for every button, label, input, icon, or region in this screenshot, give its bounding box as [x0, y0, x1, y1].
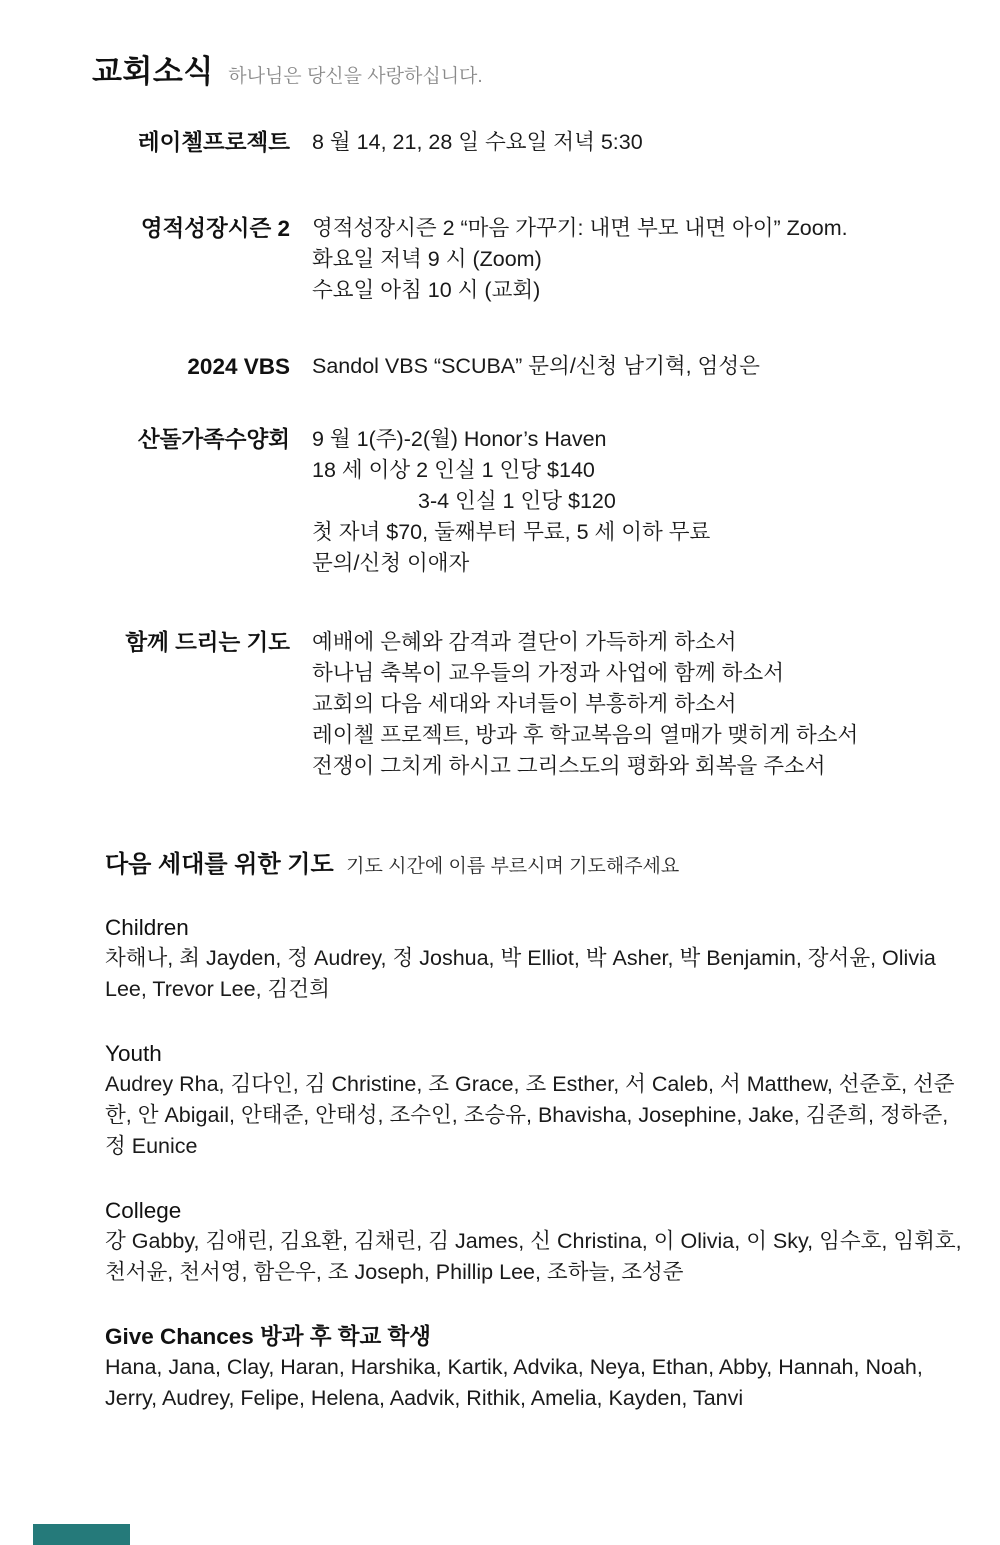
announcement-line: 8 월 14, 21, 28 일 수요일 저녁 5:30: [312, 130, 643, 154]
announcement-line: 예배에 은혜와 감격과 결단이 가득하게 하소서: [312, 630, 737, 654]
prayer-group-title: Youth: [105, 1041, 162, 1066]
prayer-group-children: [105, 912, 965, 1005]
prayer-group-names: 차해나, 최 Jayden, 정 Audrey, 정 Joshua, 박 Elliot, 박 Asher, 박 Benjamin, 장서윤, Olivia Lee, Trevor Lee, 김건희: [105, 946, 936, 1001]
announcement-line: 하나님 축복이 교우들의 가정과 사업에 함께 하소서: [312, 661, 784, 685]
announcement-content: [290, 127, 643, 158]
announcement-line: 문의/신청 이애자: [312, 551, 470, 575]
prayer-group-names: Hana, Jana, Clay, Haran, Harshika, Kartik, Advika, Neya, Ethan, Abby, Hannah, Noah, Jerry, Audrey, Felipe, Helena, Aadvik, Rithik, Amelia, Kayden, Tanvi: [105, 1355, 923, 1410]
announcement-line: Sandol VBS “SCUBA” 문의/신청 남기혁, 엄성은: [312, 354, 760, 378]
announcement-line: 첫 자녀 $70, 둘째부터 무료, 5 세 이하 무료: [312, 520, 711, 544]
announcement-list: [0, 127, 1000, 782]
announcement-row-joint-prayer: [0, 627, 1000, 782]
prayer-group-college: [105, 1195, 965, 1288]
announcement-content: [290, 213, 848, 306]
prayer-group-youth: [105, 1038, 965, 1162]
announcement-label: 영적성장시즌 2: [140, 216, 290, 241]
prayer-group-give-chances: [105, 1321, 965, 1414]
announcement-label: 2024 VBS: [187, 354, 290, 379]
announcement-label: 산돌가족수양회: [137, 427, 290, 452]
page-title: 교회소식: [92, 54, 214, 89]
announcement-content: [290, 351, 760, 382]
prayer-group-names: Audrey Rha, 김다인, 김 Christine, 조 Grace, 조 Esther, 서 Caleb, 서 Matthew, 선준호, 선준한, 안 Abigail, 안태준, 안태성, 조수인, 조승유, Bhavisha, Josephine, Jake, 김준희, 정하준, 정 Eunice: [105, 1072, 955, 1158]
announcement-content: [290, 627, 858, 782]
announcement-line: 18 세 이상 2 인실 1 인당 $140: [312, 458, 595, 482]
next-generation-prayer-section: [105, 844, 965, 1414]
prayer-group-title: Children: [105, 915, 189, 940]
announcement-label: 함께 드리는 기도: [125, 630, 290, 655]
announcement-row-spiritual-growth: [0, 213, 1000, 306]
announcement-line: 영적성장시즌 2 “마음 가꾸기: 내면 부모 내면 아이” Zoom.: [312, 216, 848, 240]
announcement-line: 교회의 다음 세대와 자녀들이 부흥하게 하소서: [312, 692, 737, 716]
prayer-group-title: Give Chances 방과 후 학교 학생: [105, 1324, 431, 1349]
prayer-section-header: [105, 844, 965, 879]
announcement-line: 화요일 저녁 9 시 (Zoom): [312, 247, 542, 271]
announcement-line: 9 월 1(주)-2(월) Honor’s Haven: [312, 427, 607, 451]
prayer-group-title: College: [105, 1198, 182, 1223]
announcement-row-2024-vbs: [0, 351, 1000, 382]
announcement-line: 전쟁이 그치게 하시고 그리스도의 평화와 회복을 주소서: [312, 754, 826, 778]
announcement-row-rachel-project: [0, 127, 1000, 158]
announcement-line: 수요일 아침 10 시 (교회): [312, 278, 541, 302]
announcement-label: 레이첼프로젝트: [137, 130, 290, 155]
announcement-line: 3-4 인실 1 인당 $120: [418, 489, 616, 513]
announcement-line: 레이첼 프로젝트, 방과 후 학교복음의 열매가 맺히게 하소서: [312, 723, 859, 747]
prayer-group-names: 강 Gabby, 김애린, 김요환, 김채린, 김 James, 신 Christina, 이 Olivia, 이 Sky, 임수호, 임휘호, 천서윤, 천서영, 함은우, 조 Joseph, Phillip Lee, 조하늘, 조성준: [105, 1229, 962, 1284]
page-subtitle: 하나님은 당신을 사랑하십니다.: [228, 66, 483, 87]
announcement-content: [290, 424, 710, 579]
footer-accent-bar: [33, 1524, 130, 1545]
prayer-section-title: 다음 세대를 위한 기도: [105, 851, 334, 878]
prayer-section-subtitle: 기도 시간에 이름 부르시며 기도해주세요: [346, 856, 680, 877]
page-header: [92, 46, 1000, 91]
announcement-row-family-retreat: [0, 424, 1000, 579]
